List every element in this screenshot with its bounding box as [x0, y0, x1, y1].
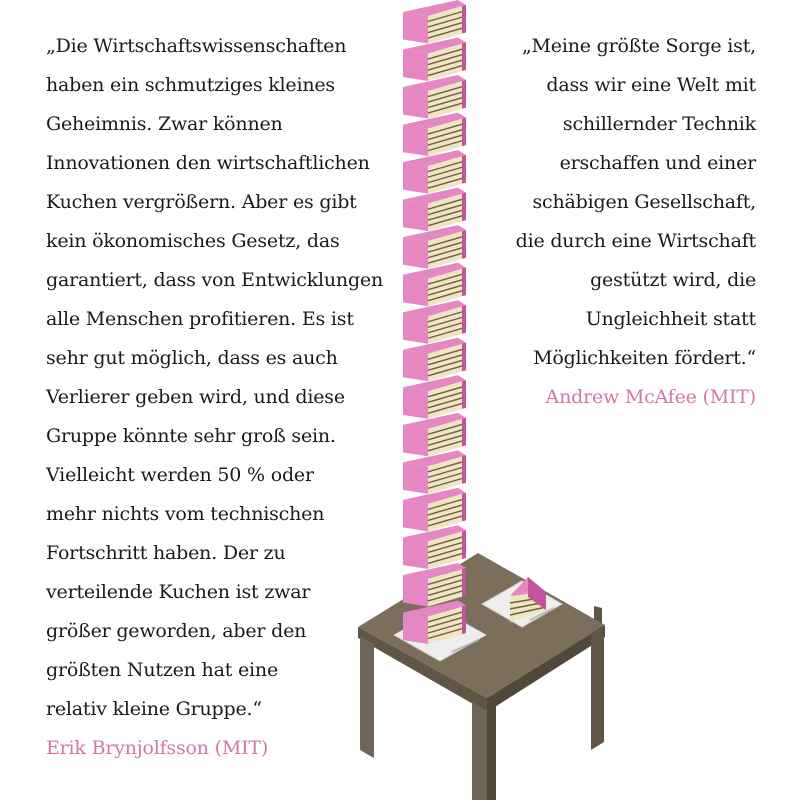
cake-slice-front: [403, 500, 428, 532]
quote-line: größten Nutzen hat eine: [46, 659, 279, 681]
cake-slice-front: [403, 425, 428, 457]
cake-slice-edge: [462, 5, 466, 34]
quote-line: Fortschritt haben. Der zu: [46, 542, 286, 564]
cake-slice-edge: [462, 305, 466, 334]
quote-line: Verlierer geben wird, und diese: [46, 386, 345, 408]
quote-line: garantiert, dass von Entwicklungen: [46, 269, 383, 291]
quote-line: kein ökonomisches Gesetz, das: [46, 230, 340, 252]
table-icon: [358, 553, 605, 800]
table-leg-right: [591, 626, 604, 750]
quote-line: dass wir eine Welt mit: [546, 74, 756, 96]
quote-line: relativ kleine Gruppe.“: [46, 698, 262, 720]
cake-slice-front: [403, 575, 428, 607]
cake-slice-edge: [462, 193, 466, 222]
quote-line: Ungleichheit statt: [585, 308, 756, 330]
cake-slice-icon: [403, 488, 466, 532]
cake-slice-icon: [403, 525, 466, 569]
cake-slice-icon: [403, 38, 466, 82]
cake-slice-front: [403, 387, 428, 419]
quote-line: „Die Wirtschaftswissenschaften: [46, 35, 347, 57]
cake-slice-icon: [403, 225, 466, 269]
quote-line: mehr nichts vom technischen: [46, 503, 325, 525]
cake-slice-icon: [403, 338, 466, 382]
cake-slice-front: [403, 462, 428, 494]
cake-slice-icon: [403, 263, 466, 307]
cake-slice-edge: [462, 418, 466, 447]
cake-slice-front: [403, 312, 428, 344]
cake-slice-front: [403, 612, 428, 644]
cake-slice-icon: [403, 300, 466, 344]
table-top: [358, 553, 605, 698]
cake-slice-front: [403, 87, 428, 119]
quote-line: die durch eine Wirtschaft: [515, 230, 756, 252]
cake-slice-icon-stack: [403, 0, 466, 644]
quote-line: größer geworden, aber den: [46, 620, 307, 642]
quote-author: Erik Brynjolfsson (MIT): [46, 737, 269, 759]
quote-line: gestützt wird, die: [590, 269, 756, 291]
cake-slice-icon: [403, 375, 466, 419]
cake-slice-icon: [403, 75, 466, 119]
cake-slice-edge: [462, 80, 466, 109]
quote-line: Geheimnis. Zwar können: [46, 113, 283, 135]
cake-slice-edge: [462, 380, 466, 409]
cake-slice-edge: [462, 455, 466, 484]
cake-slice-icon: [403, 113, 466, 157]
cake-slice-front: [403, 200, 428, 232]
cake-slice-edge: [462, 343, 466, 372]
quote-line: erschaffen und einer: [559, 152, 756, 174]
cake-slice-edge: [462, 43, 466, 72]
quote-author: Andrew McAfee (MIT): [545, 386, 756, 408]
quote-line: verteilende Kuchen ist zwar: [46, 581, 311, 603]
cake-slice-front: [403, 12, 428, 44]
cake-slice-front: [403, 237, 428, 269]
cake-slice-edge: [462, 268, 466, 297]
cake-slice-icon: [403, 413, 466, 457]
cake-slice-front: [403, 162, 428, 194]
cake-slice-icon: [403, 150, 466, 194]
cake-slice-icon: [403, 188, 466, 232]
quote-line: sehr gut möglich, dass es auch: [46, 347, 338, 369]
cake-slice-front: [403, 125, 428, 157]
quote-line: Gruppe könnte sehr groß sein.: [46, 425, 336, 447]
cake-slice-edge: [462, 605, 466, 634]
cake-slice-front: [403, 537, 428, 569]
quote-line: Kuchen vergrößern. Aber es gibt: [46, 191, 357, 213]
table-leg-front: [472, 702, 487, 800]
quote-line: „Meine größte Sorge ist,: [521, 35, 756, 57]
quote-line: schäbigen Gesellschaft,: [532, 191, 756, 213]
quote-line: Innovationen den wirtschaftlichen: [46, 152, 370, 174]
quote-line: haben ein schmutziges kleines: [46, 74, 335, 96]
cake-slice-front: [403, 275, 428, 307]
quote-line: Vielleicht werden 50 % oder: [46, 464, 314, 486]
cake-slice-icon: [403, 0, 466, 44]
quote-mcafee: [496, 27, 756, 417]
cake-slice-icon: [403, 450, 466, 494]
table-leg-front-shade: [487, 706, 496, 800]
cake-slice-edge: [462, 568, 466, 597]
quote-line: alle Menschen profitieren. Es ist: [46, 308, 354, 330]
cake-slice-edge: [462, 530, 466, 559]
cake-slice-edge: [462, 118, 466, 147]
cake-slice-edge: [462, 493, 466, 522]
quote-line: Möglichkeiten fördert.“: [533, 347, 756, 369]
quote-line: schillernder Technik: [562, 113, 756, 135]
cake-slice-front: [403, 350, 428, 382]
quote-brynjolfsson: [46, 27, 383, 768]
cake-slice-edge: [462, 155, 466, 184]
cake-slice-edge: [462, 230, 466, 259]
cake-slice-front: [403, 50, 428, 82]
